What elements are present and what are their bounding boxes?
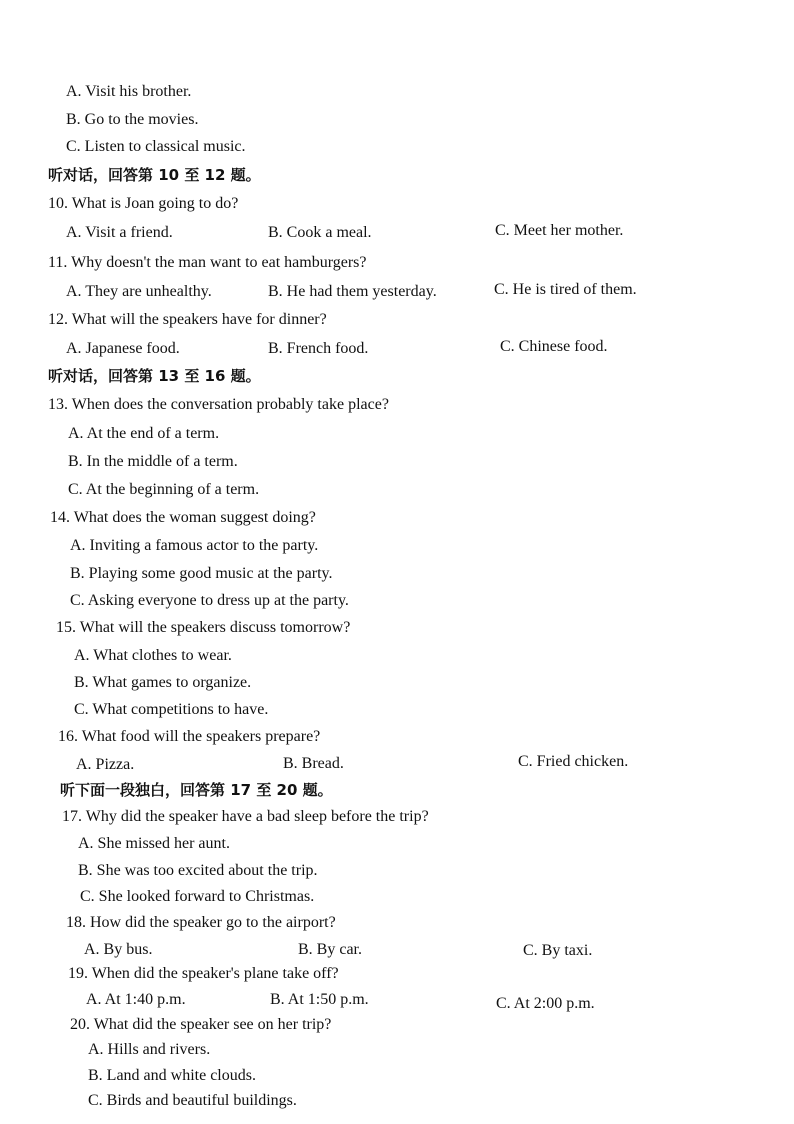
question-11: 11. Why doesn't the man want to eat hamburgers? — [48, 254, 367, 271]
q20-option-a: A. Hills and rivers. — [88, 1041, 211, 1058]
section-header-13-16: 听对话，回答第 13 至 16 题。 — [48, 367, 261, 385]
question-20: 20. What did the speaker see on her trip? — [70, 1016, 332, 1033]
q19-option-a: A. At 1:40 p.m. — [86, 991, 186, 1008]
q10-option-c: C. Meet her mother. — [495, 222, 624, 239]
question-14: 14. What does the woman suggest doing? — [50, 509, 316, 526]
q13-option-c: C. At the beginning of a term. — [68, 481, 260, 498]
q19-option-b: B. At 1:50 p.m. — [270, 991, 369, 1008]
question-16: 16. What food will the speakers prepare? — [58, 728, 321, 745]
q17-option-b: B. She was too excited about the trip. — [78, 862, 318, 879]
option-top-a: A. Visit his brother. — [66, 83, 192, 100]
q18-option-c: C. By taxi. — [523, 942, 593, 959]
q13-option-b: B. In the middle of a term. — [68, 453, 238, 470]
q17-option-c: C. She looked forward to Christmas. — [80, 888, 315, 905]
q14-option-a: A. Inviting a famous actor to the party. — [70, 537, 319, 554]
q17-option-a: A. She missed her aunt. — [78, 835, 230, 852]
q10-option-a: A. Visit a friend. — [66, 224, 173, 241]
q11-option-a: A. They are unhealthy. — [66, 283, 212, 300]
q20-option-b: B. Land and white clouds. — [88, 1067, 256, 1084]
option-top-c: C. Listen to classical music. — [66, 138, 246, 155]
q12-option-a: A. Japanese food. — [66, 340, 180, 357]
q16-option-b: B. Bread. — [283, 755, 344, 772]
question-18: 18. How did the speaker go to the airport? — [66, 914, 336, 931]
q12-option-c: C. Chinese food. — [500, 338, 608, 355]
option-top-b: B. Go to the movies. — [66, 111, 199, 128]
question-13: 13. When does the conversation probably take place? — [48, 396, 389, 413]
section-header-17-20: 听下面一段独白，回答第 17 至 20 题。 — [60, 781, 333, 799]
q15-option-c: C. What competitions to have. — [74, 701, 269, 718]
q16-option-c: C. Fried chicken. — [518, 753, 629, 770]
q20-option-c: C. Birds and beautiful buildings. — [88, 1092, 297, 1109]
question-15: 15. What will the speakers discuss tomorrow? — [56, 619, 351, 636]
q14-option-b: B. Playing some good music at the party. — [70, 565, 333, 582]
q15-option-a: A. What clothes to wear. — [74, 647, 232, 664]
q14-option-c: C. Asking everyone to dress up at the party. — [70, 592, 349, 609]
q15-option-b: B. What games to organize. — [74, 674, 252, 691]
q16-option-a: A. Pizza. — [76, 756, 135, 773]
q18-option-b: B. By car. — [298, 941, 362, 958]
question-17: 17. Why did the speaker have a bad sleep before the trip? — [62, 808, 429, 825]
q19-option-c: C. At 2:00 p.m. — [496, 995, 595, 1012]
question-12: 12. What will the speakers have for dinner? — [48, 311, 327, 328]
q10-option-b: B. Cook a meal. — [268, 224, 372, 241]
question-19: 19. When did the speaker's plane take off? — [68, 965, 339, 982]
q11-option-c: C. He is tired of them. — [494, 281, 637, 298]
q12-option-b: B. French food. — [268, 340, 369, 357]
q13-option-a: A. At the end of a term. — [68, 425, 220, 442]
section-header-10-12: 听对话，回答第 10 至 12 题。 — [48, 166, 261, 184]
q18-option-a: A. By bus. — [84, 941, 153, 958]
q11-option-b: B. He had them yesterday. — [268, 283, 437, 300]
question-10: 10. What is Joan going to do? — [48, 195, 239, 212]
